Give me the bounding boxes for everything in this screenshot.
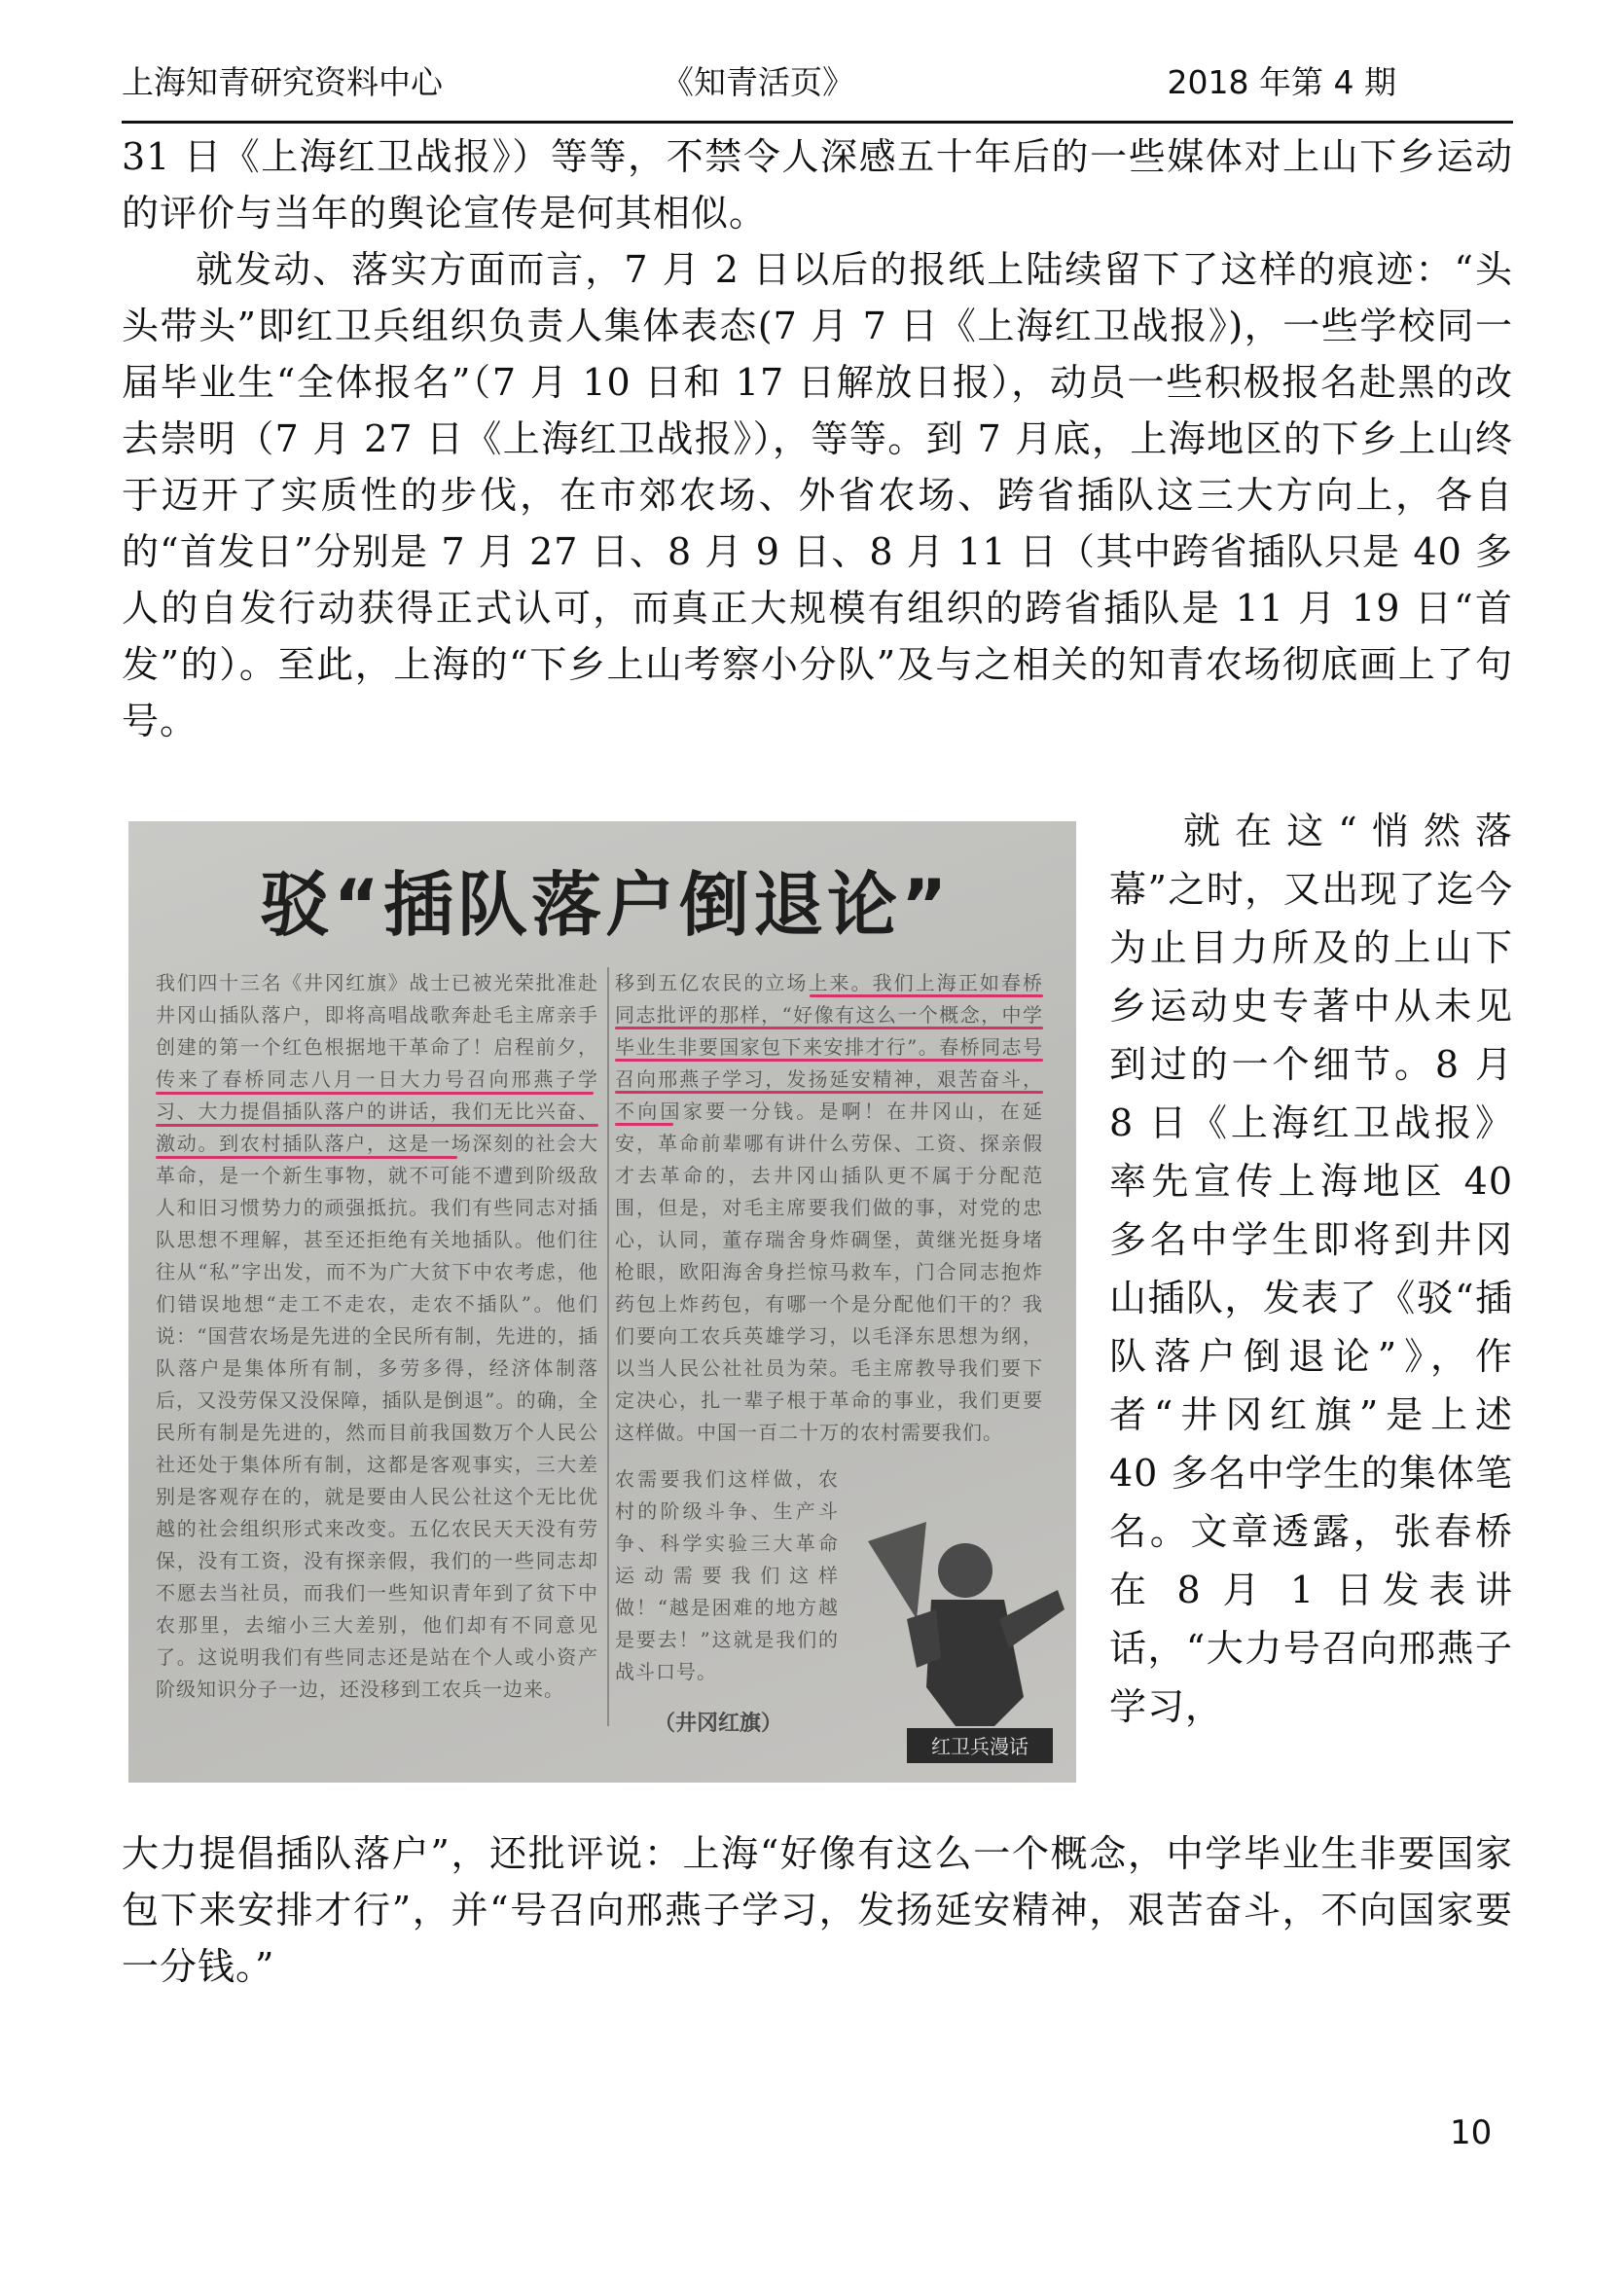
header-rule	[122, 121, 1513, 124]
highlight-underline	[615, 1027, 1043, 1029]
woodcut-illustration	[848, 1502, 1072, 1775]
highlight-underline	[156, 1156, 457, 1159]
clipping-column-bottom: 农需要我们这样做，农村的阶级斗争、生产斗争、科学实验三大革命运动需要我们这样做！“越是困难的地方越是要去！”这就是我们的战斗口号。	[615, 1467, 839, 1683]
highlight-underline	[615, 1059, 1043, 1062]
body-paragraph-1: 31 日《上海红卫战报》）等等，不禁令人深感五十年后的一些媒体对上山下乡运动的评价与当年的舆论宣传是何其相似。	[122, 135, 1513, 235]
clipping-column-divider	[607, 967, 609, 1726]
page-number: 10	[1450, 2113, 1493, 2152]
illustration-caption: 红卫兵漫话	[931, 1735, 1029, 1758]
header-publication: 《知青活页》	[662, 63, 854, 101]
highlight-underline	[615, 1123, 673, 1126]
running-header	[122, 58, 1513, 107]
header-issue: 2018 年第 4 期	[1167, 63, 1396, 101]
highlight-underline	[615, 1091, 1043, 1094]
body-paragraph-4: 大力提倡插队落户”，还批评说：上海“好像有这么一个概念，中学毕业生非要国家包下来安排才行”，并“号召向邢燕子学习，发扬延安精神，艰苦奋斗，不向国家要一分钱。”	[122, 1832, 1513, 1988]
highlight-underline	[156, 1092, 594, 1095]
clipping-headline: 驳“插队落户倒退论”	[259, 864, 952, 946]
clipping-column-right: 移到五亿农民的立场上来。我们上海正如春桥同志批评的那样，“好像有这么一个概念，中学毕业生非要国家包下来安排才行”。春桥同志号召向邢燕子学习，发扬延安精神，艰苦奋斗，不向国家要一分钱。是啊！在井冈山，在延安，革命前辈哪有讲什么劳保、工资、探亲假才去革命的，去井冈山插队更不属于分配范围，但是，对毛主席要我们做的事，对党的忠心，认同，董存瑞舍身炸碉堡，黄继光挺身堵枪眼，欧阳海舍身拦惊马救车，门合同志抱炸药包上炸药包，有哪一个是分配他们干的？我们要向工农兵英雄学习，以毛泽东思想为纲，以当人民公社社员为荣。毛主席教导我们要下定决心，扎一辈子根于革命的事业，我们更要这样做。中国一百二十万的农村需要我们。	[615, 971, 1043, 1444]
highlight-underline	[156, 1124, 598, 1127]
header-organization: 上海知青研究资料中心	[122, 63, 443, 101]
highlight-underline	[810, 994, 1043, 997]
body-paragraph-2: 就发动、落实方面而言，7 月 2 日以后的报纸上陆续留下了这样的痕迹：“头头带头”即红卫兵组织负责人集体表态(7 月 7 日《上海红卫战报》)，一些学校同一届毕业生“全体报名”（7 月 10 日和 17 日解放日报），动员一些积极报名赴黑的改去崇明（7 月 27 日《上海红卫战报》），等等。到 7 月底，上海地区的下乡上山终于迈开了实质性的步伐，在市郊农场、外省农场、跨省插队这三大方向上，各自的“首发日”分别是 7 月 27 日、8 月 9 日、8 月 11 日（其中跨省插队只是 40 多人的自发行动获得正式认可，而真正大规模有组织的跨省插队是 11 月 19 日“首发”的）。至此，上海的“下乡上山考察小分队”及与之相关的知青农场彻底画上了句号。	[122, 248, 1513, 742]
newspaper-clipping-image	[128, 821, 1076, 1783]
body-paragraph-3: 就在这“悄然落幕”之时，又出现了迄今为止目力所及的上山下乡运动史专著中从未见到过的一个细节。8 月 8 日《上海红卫战报》率先宣传上海地区 40 多名中学生即将到井冈山插队，发表了《驳“插队落户倒退论”》，作者“井冈红旗”是上述 40 多名中学生的集体笔名。文章透露，张春桥在 8 月 1 日发表讲话，“大力号召向邢燕子学习，	[1109, 810, 1513, 1728]
clipping-byline: （井冈红旗）	[654, 1711, 783, 1736]
clipping-column-left: 我们四十三名《井冈红旗》战士已被光荣批准赴井冈山插队落户，即将高唱战歌奔赴毛主席亲手创建的第一个红色根据地干革命了！启程前夕，传来了春桥同志八月一日大力号召向邢燕子学习、大力提倡插队落户的讲话，我们无比兴奋、激动。到农村插队落户，这是一场深刻的社会大革命，是一个新生事物，就不可能不遭到阶级敌人和旧习惯势力的顽强抵抗。我们有些同志对插队思想不理解，甚至还拒绝有关地插队。他们往往从“私”字出发，而不为广大贫下中农考虑，他们错误地想“走工不走农，走农不插队”。他们说：“国营农场是先进的全民所有制，先进的，插队落户是集体所有制，多劳多得，经济体制落后，又没劳保又没保障，插队是倒退”。的确，全民所有制是先进的，然而目前我国数万个人民公社还处于集体所有制，这都是客观事实，三大差别是客观存在的，就是要由人民公社这个无比优越的社会组织形式来改变。五亿农民天天没有劳保，没有工资，没有探亲假，我们的一些同志却不愿去当社员，而我们一些知识青年到了贫下中农那里，去缩小三大差别，他们却有不同意见了。这说明我们有些同志还是站在个人或小资产阶级知识分子一边，还没移到工农兵一边来。	[156, 971, 598, 1701]
